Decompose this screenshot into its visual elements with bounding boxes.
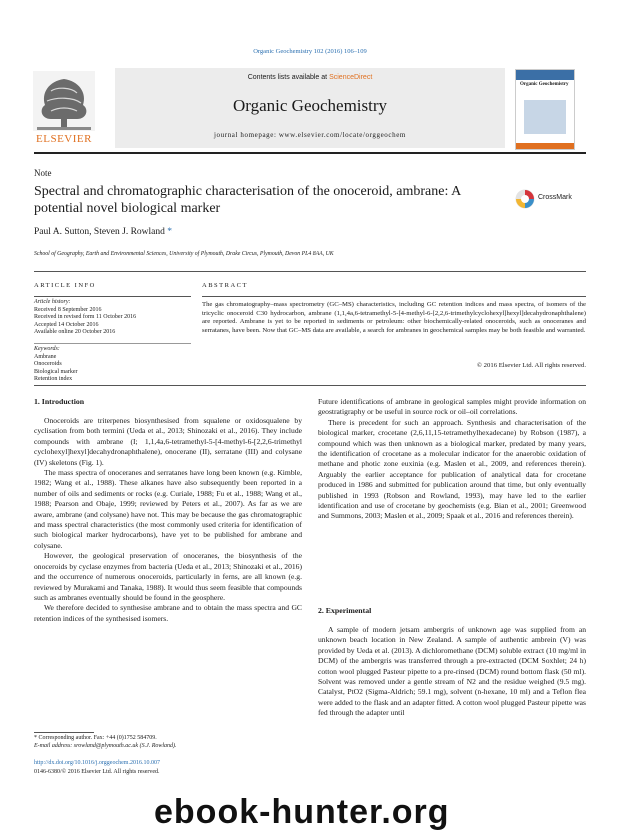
footnote (34, 735, 302, 750)
keywords-rule (34, 343, 191, 344)
history-accepted: Accepted 14 October 2016 (34, 321, 99, 328)
elsevier-wordmark: ELSEVIER (36, 133, 92, 145)
keywords (34, 346, 191, 384)
section-heading-introduction: 1. Introduction (34, 397, 85, 406)
authors (34, 227, 172, 237)
keyword-item: Biological marker (34, 368, 78, 375)
article-history-label: Article history: (34, 299, 71, 305)
journal-reference[interactable]: Organic Geochemistry 102 (2016) 106–109 (253, 48, 367, 55)
crossmark-icon (515, 188, 535, 210)
cover-footer-band (516, 143, 574, 149)
history-received: Received 8 September 2016 (34, 306, 102, 313)
author-names: Paul A. Sutton, Steven J. Rowland (34, 227, 165, 237)
intro-column (34, 416, 302, 624)
article-info-heading: ARTICLE INFO (34, 282, 96, 289)
history-online: Available online 20 October 2016 (34, 329, 116, 336)
sciencedirect-link[interactable]: ScienceDirect (329, 74, 373, 81)
intro-paragraph-4: We therefore decided to synthesise ambrane and to obtain the mass spectra and GC retention indices of the synthesised isomers. (34, 603, 302, 623)
intro-paragraph-1: Onoceroids are triterpenes biosynthesised from squalene or oxidosqualene by cyclisation from both termini (Ueda et al., 2013; Shinozaki et al., 2016). They include compounds with ambrane (I; 1,1,4a,6-tetramethyl-5-[4-methyl-6-[2,2,6-trimethyl cyclohexyl]hexyl]decahydronaphthalene), onocerane (II), serratane (III) and colysane (IV) skeletons (Fig. 1). (34, 416, 302, 467)
contents-line (115, 74, 505, 81)
article-type: Note (34, 168, 52, 178)
journal-title: Organic Geochemistry (232, 96, 388, 115)
abstract-heading: ABSTRACT (202, 282, 248, 289)
author-email[interactable]: E-mail address: srowland@plymouth.ac.uk (S.J. Rowland). (34, 742, 177, 749)
corresponding-author-mark[interactable]: * (167, 227, 173, 237)
watermark: ebook-hunter.org (154, 793, 450, 831)
history-revised: Received in revised form 11 October 2016 (34, 314, 137, 321)
article-title: Spectral and chromatographic characterisation of the onoceroid, ambrane: A potential novel biological marker (34, 184, 461, 216)
intro-paragraph-3: However, the geological preservation of onoceranes, the biosynthesis of the onoceroids by cyclase enzymes from bacteria (Ueda et al., 2013; Shinozaki et al., 2016) and the occurrence of numerous onoceroids, particularly in ferns, are all known (e.g. reviewed by Murakami and Tanaka, 1988). It would thus seem feasible that compounds such as ambranes eventually should be found in the geosphere. (34, 551, 302, 602)
keyword-item: Retention index (34, 376, 73, 383)
article-info-rule (34, 296, 191, 297)
abstract-bottom-rule (34, 385, 586, 386)
article-history (34, 299, 191, 337)
journal-homepage[interactable]: journal homepage: www.elsevier.com/locate/orggeochem (214, 131, 406, 139)
contents-prefix: Contents lists available at (247, 74, 328, 81)
right-paragraph-2: There is precedent for such an approach. Synthesis and characterisation of the biological marker, crocetane (2,6,11,15-tetramethylhexadecane) by Robson (1987), a compound which was then unknown as a biological marker, predated by many years, the identification of crocetane as a molecular indicator for the anaerobic oxidation of methane and photic zone euxinia (e.g. Maslen et al., 2009, and references therein). Arguably the earlier acceptance for publication of analytical data for crocetane produced in 1986 and submitted for publication around that time, but only eventually published in 1993 (Robson and Rowland, 1993), may have led to the earlier identification and use of crocetane by geochemists (e.g. Bian et al., 2001; Greenwood and Summons, 2003; Maslen et al., 2009; Spaak et al., 2016 and references therein). (318, 417, 586, 521)
crossmark-badge[interactable] (515, 186, 585, 212)
intro-paragraph-2: The mass spectra of onoceranes and serratanes have long been known (e.g. Kimble, 1982; Wang et al., 1988). These alkanes have also subsequently been reported in a number of oils and sediments or rocks (e.g. Curiale, 1988; Fu et al., 1988; Wang et al., 1988; Pearson and Obaje, 1999; reviewed by Peters et al., 2007). As far as we are aware, ambrane (and colysane) have not. This may be because the gas chromatographic and mass spectral characteristics (the most commonly used criteria for identification of such biological marker hydrocarbons), have yet to be published for ambrane and colysane. (34, 468, 302, 550)
cover-band (516, 70, 574, 80)
info-top-rule (34, 271, 586, 272)
affiliation: School of Geography, Earth and Environmental Sciences, University of Plymouth, Drake Circus, Plymouth, Devon PL4 8AA, UK (34, 251, 334, 257)
abstract-rule (202, 296, 586, 297)
keyword-item: Onoceroids (34, 361, 62, 368)
keywords-label: Keywords: (34, 346, 60, 352)
abstract-copyright: © 2016 Elsevier Ltd. All rights reserved. (476, 362, 586, 369)
crossmark-label: CrossMark (538, 194, 572, 201)
issn-line: 0146-6380/© 2016 Elsevier Ltd. All rights reserved. (34, 769, 160, 775)
cover-image (524, 100, 566, 134)
right-column (318, 397, 586, 522)
section-heading-experimental: 2. Experimental (318, 606, 372, 615)
corresponding-author-note: * Corresponding author. Fax: +44 (0)1752 584709. (34, 735, 157, 741)
experimental-paragraph-1: A sample of modern jetsam ambergris of unknown age was supplied from an unknown beach location in New Zealand. A sample of authentic ambrein (V) was provided by Ueda et al. (2013). A dichloromethane (DCM) soluble extract (10 mg/ml in DCM) of the ambergris was transferred through a pre-extracted (DCM Soxhlet; 24 h) cotton wool plugged Pasteur pipette to a pre-rinsed (DCM) round bottom flask (50 ml). Solvent was removed under a gentle stream of N2 and the residue weighed (9.5 mg). Catalyst, PtO2 (Sigma-Aldrich; 59.1 mg), solvent (n-hexane, 10 ml) and a Teflon flea were added to the flask and an adapter fitted. A cotton wool plugged Pasteur pipette was fed through the adapter until (318, 625, 586, 718)
experimental-column (318, 625, 586, 719)
footnote-rule (34, 732, 94, 733)
masthead-rule (34, 152, 586, 154)
doi-link[interactable]: http://dx.doi.org/10.1016/j.orggeochem.2016.10.007 (34, 760, 160, 766)
cover-title: Organic Geochemistry (520, 82, 569, 87)
journal-cover-thumbnail (515, 69, 575, 150)
abstract-text: The gas chromatography–mass spectrometry (GC–MS) characteristics, including GC retention indices and mass spectra, of isomers of the tricyclic onoceroid C30 hydrocarbon, ambrane (1,1,4a,6-tetramethyl-5-[4-methyl-6-[2,2,6-trimethylcyclohexyl]hexyl]decahydronaphthalene) are reported. Ambrane is yet to be reported in sediments or petroleum: other biochemically-related onoceroids, such as onoceranes and serratanes, have been. Now that GC–MS data are available, a search for ambranes in geochemical samples may be both feasible and warranted. (202, 301, 586, 334)
keyword-item: Ambrane (34, 353, 57, 360)
right-paragraph-1: Future identifications of ambrane in geological samples might provide information on geostratigraphy or be useful in source rock or oil–oil correlations. (318, 397, 586, 417)
